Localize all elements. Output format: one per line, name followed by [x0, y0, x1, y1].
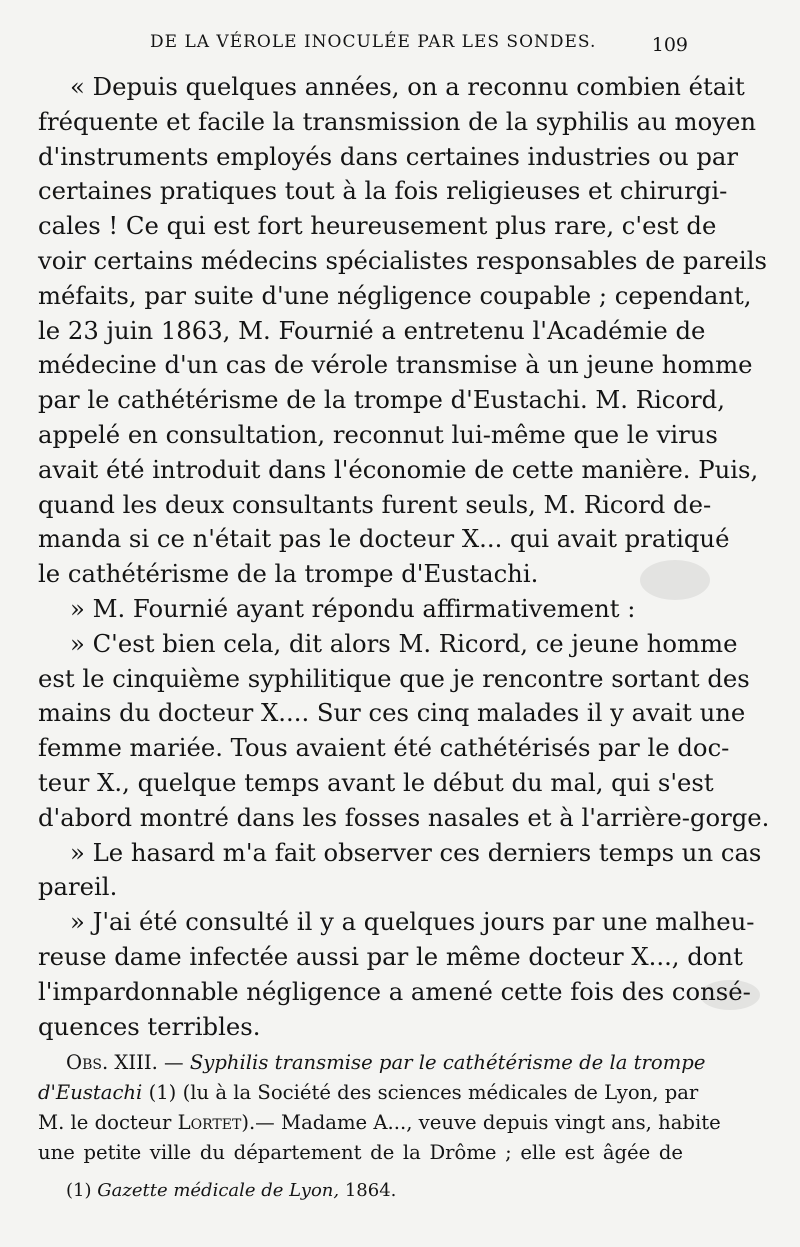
footnote-journal: Gazette médicale de Lyon,	[97, 1180, 340, 1201]
footnote-marker: (1)	[66, 1180, 92, 1201]
observation-source: (lu à la Société des sciences médicales de Lyon, par	[182, 1081, 699, 1104]
text-line: voir certains médecins spécialistes responsables de pareils	[38, 245, 767, 275]
text-line: manda si ce n'était pas le docteur X... qui avait pratiqué	[38, 524, 730, 554]
text-line: » J'ai été consulté il y a quelques jours par une malheu-	[70, 907, 755, 937]
text-line: certaines pratiques tout à la fois religieuses et chirurgi-	[38, 176, 728, 206]
text-line: mains du docteur X.... Sur ces cinq malades il y avait une	[38, 698, 746, 728]
text-line: » M. Fournié ayant répondu affirmativement :	[70, 593, 636, 623]
text-line: d'abord montré dans les fosses nasales et à l'arrière-gorge.	[38, 802, 770, 832]
text-line: cales ! Ce qui est fort heureusement plus rare, c'est de	[38, 211, 717, 241]
observation-line	[38, 1078, 699, 1108]
text-line: quences terribles.	[38, 1011, 261, 1041]
text-line: reuse dame infectée aussi par le même docteur X..., dont	[38, 941, 743, 971]
text-line: méfaits, par suite d'une négligence coupable ; cependant,	[38, 280, 752, 310]
text-line: le cathétérisme de la trompe d'Eustachi.	[38, 559, 539, 589]
footnote-year: 1864.	[344, 1180, 397, 1201]
observation-author-prefix: M. le docteur	[38, 1111, 172, 1134]
footnote	[66, 1180, 396, 1201]
observation-title-end: d'Eustachi	[38, 1081, 143, 1104]
text-line: par le cathétérisme de la trompe d'Eustachi. M. Ricord,	[38, 385, 725, 415]
page-number: 109	[651, 34, 688, 56]
text-line: l'impardonnable négligence a amené cette fois des consé-	[38, 976, 751, 1006]
text-line: fréquente et facile la transmission de la syphilis au moyen	[38, 106, 756, 136]
observation-block	[38, 1048, 721, 1168]
observation-line	[38, 1048, 706, 1078]
text-line: le 23 juin 1863, M. Fournié a entretenu l'Académie de	[38, 315, 706, 345]
text-line: femme mariée. Tous avaient été cathétérisés par le doc-	[38, 733, 730, 763]
text-line: est le cinquième syphilitique que je rencontre sortant des	[38, 663, 750, 693]
footnote-reference: (1)	[148, 1081, 177, 1104]
text-line: médecine d'un cas de vérole transmise à un jeune homme	[38, 350, 753, 380]
text-line: d'instruments employés dans certaines industries ou par	[38, 141, 739, 171]
text-line: avait été introduit dans l'économie de cette manière. Puis,	[38, 454, 759, 484]
text-line: pareil.	[38, 872, 118, 902]
observation-title: Syphilis transmise par le cathétérisme de la trompe	[189, 1051, 706, 1074]
running-header: DE LA VÉROLE INOCULÉE PAR LES SONDES.	[150, 32, 597, 52]
text-line: appelé en consultation, reconnut lui-même que le virus	[38, 419, 718, 449]
main-text	[38, 70, 770, 1044]
text-line: teur X., quelque temps avant le début du mal, qui s'est	[38, 767, 714, 797]
observation-author: Lortet	[177, 1111, 242, 1134]
text-line: » C'est bien cela, dit alors M. Ricord, ce jeune homme	[70, 628, 738, 658]
observation-text: ).— Madame A..., veuve depuis vingt ans, habite	[241, 1111, 721, 1134]
observation-line	[38, 1108, 721, 1138]
observation-line: une petite ville du département de la Drôme ; elle est âgée de	[38, 1141, 683, 1164]
text-line: quand les deux consultants furent seuls, M. Ricord de-	[38, 489, 712, 519]
text-line: « Depuis quelques années, on a reconnu combien était	[70, 72, 745, 101]
observation-label: Obs. XIII. —	[66, 1051, 184, 1074]
text-line: » Le hasard m'a fait observer ces derniers temps un cas	[70, 837, 762, 867]
